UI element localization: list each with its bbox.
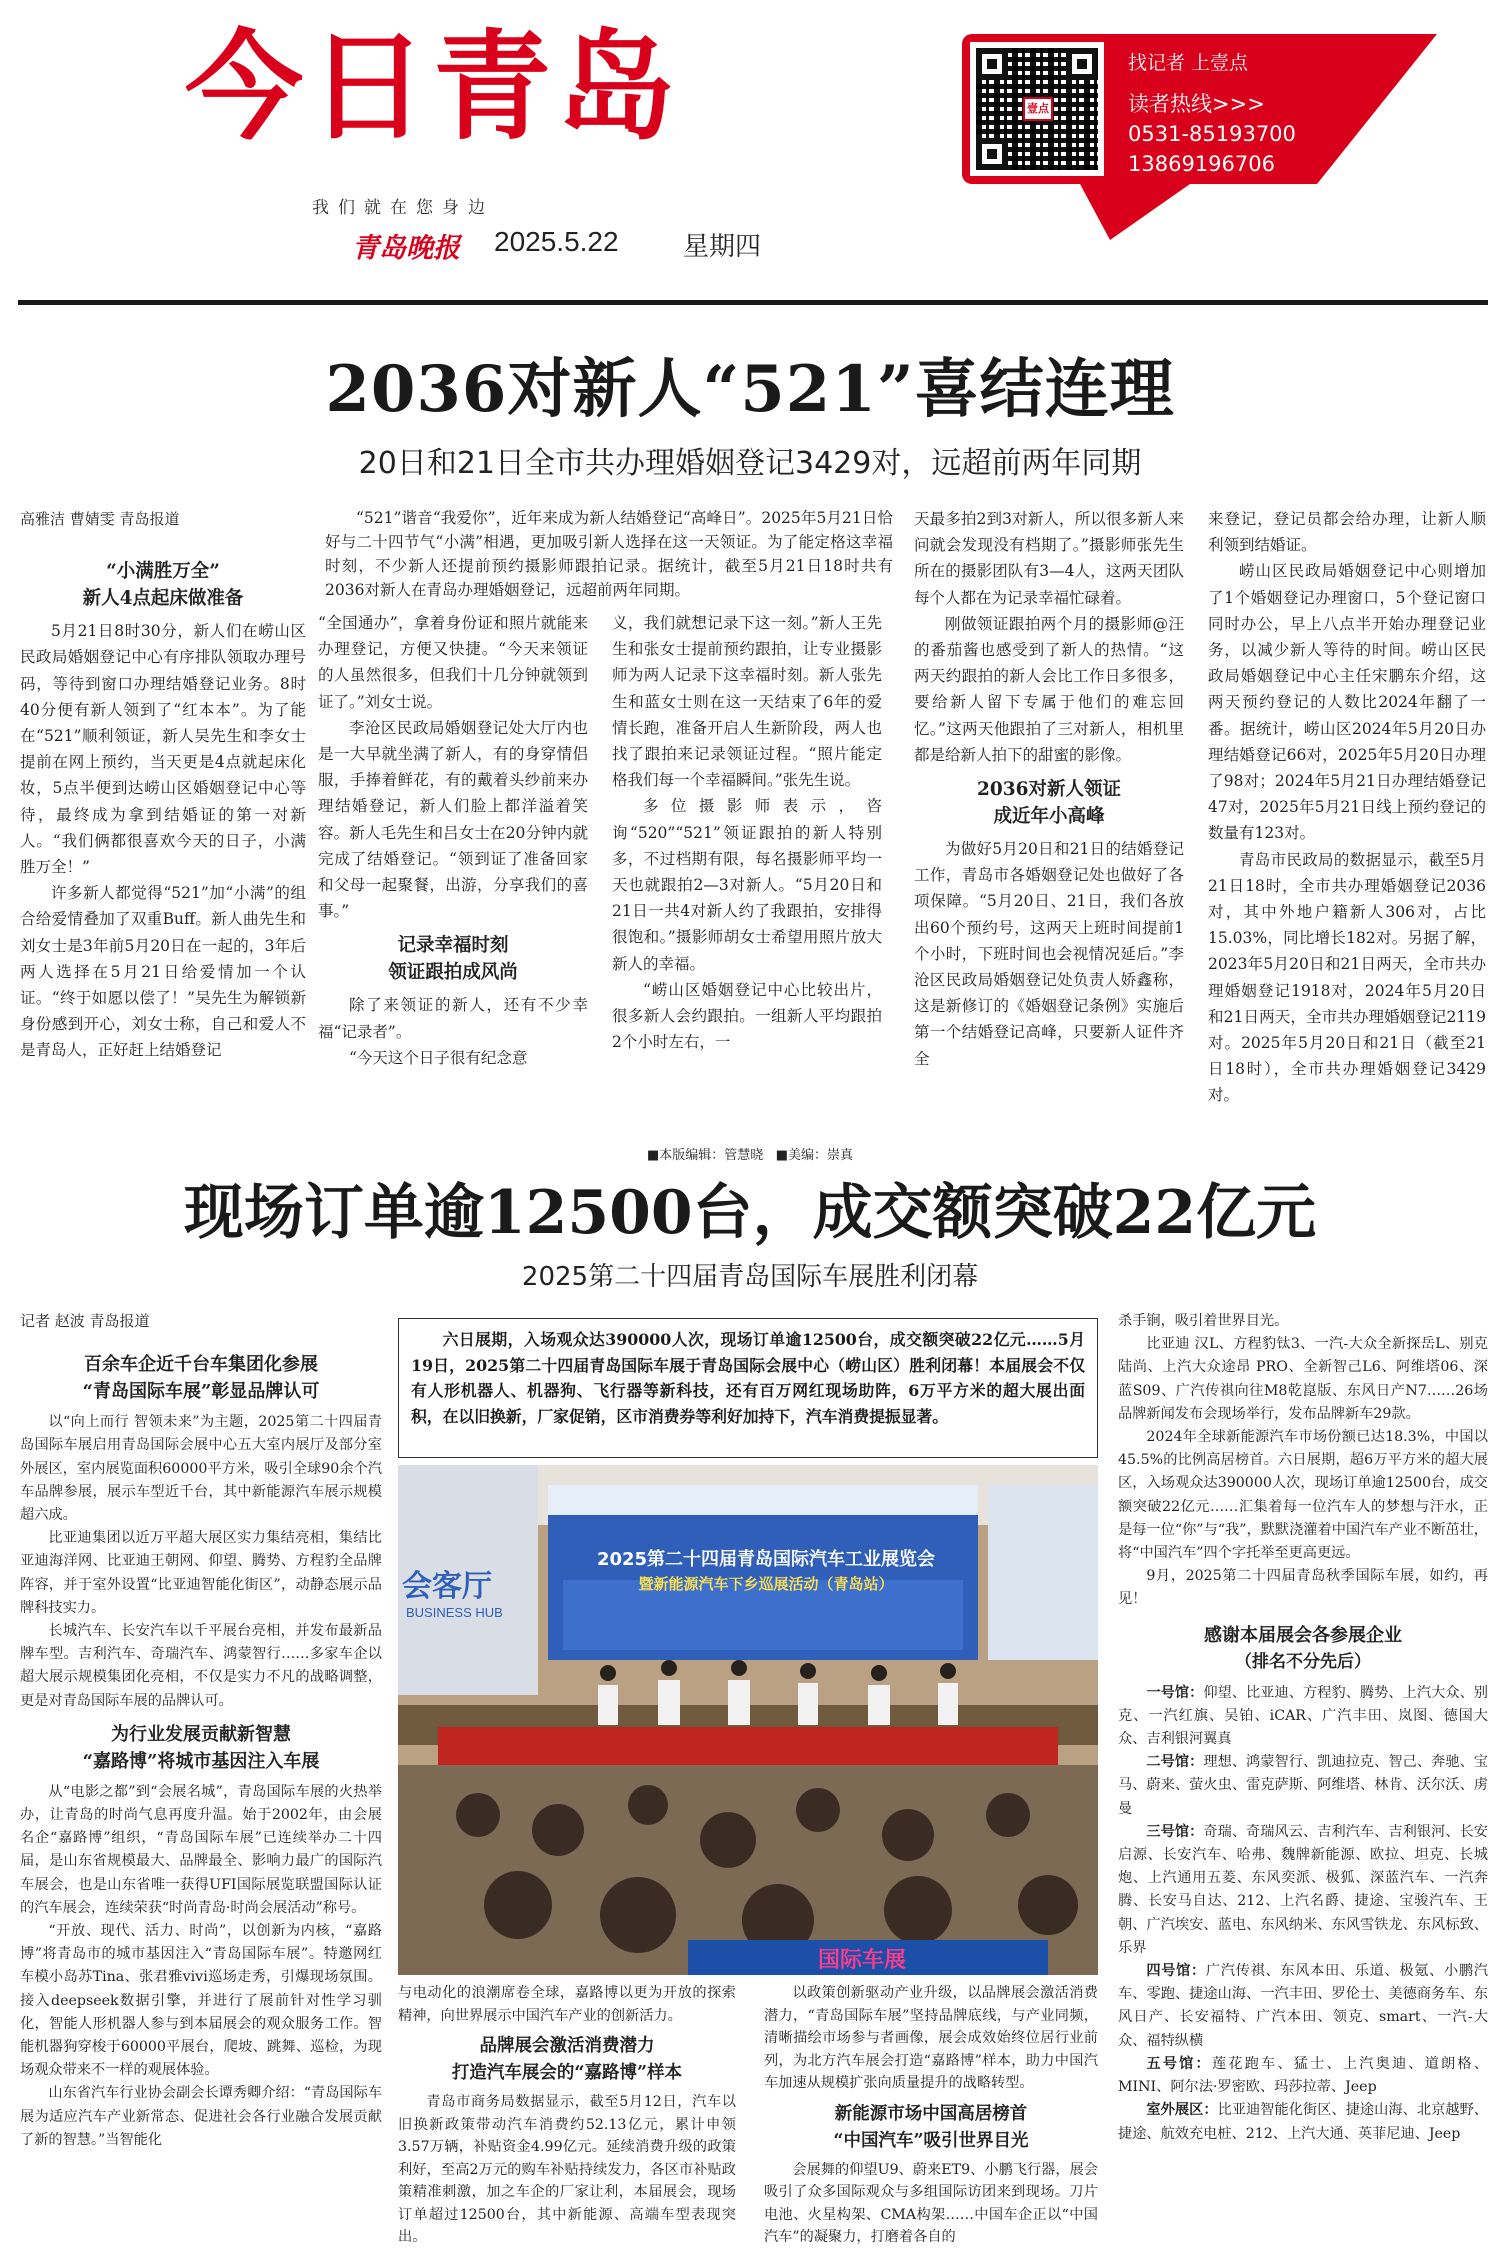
paragraph: 刚做领证跟拍两个月的摄影师@汪的番茄酱也感受到了新人的热情。“这两天约跟拍的新人会比工作日多很多，要给新人留下专属于他们的难忘回忆。”这两天他跟拍了三对新人，相机里都是给新人拍下的甜蜜的影像。 — [914, 614, 1184, 764]
story2-subhead-1: 百余车企近千台车集团化参展 “青岛国际车展”彰显品牌认可 — [82, 1354, 320, 1403]
paragraph: “崂山区婚姻登记中心比较出片，很多新人会约跟拍。一组新人平均跟拍2个小时左右，一 — [612, 980, 882, 1052]
paragraph: “开放、现代、活力、时尚”，以创新为内核，“嘉路博”将青岛市的城市基因注入“青岛国际车展”。特邀网红车模小岛苏Tina、张君雅vivi巡场走秀，引爆现场氛围。接入deepseek数据引擎，并进行了展前针对性学习驯化，智能人形机器人参与到本届展会的观众服务工作。智能机器狗穿梭于60000平展台，爬坡、跳舞、巡检，为现场观众带来不一样的观展体验。 — [20, 1923, 382, 2079]
story1-lead: “521”谐音“我爱你”，近年来成为新人结婚登记“高峰日”。2025年5月21日恰好与二十四节气“小满”相遇，更加吸引新人选择在这一天领证。为了能定格这幸福时刻，不少新人还提前预约摄影师跟拍记录。据统计，截至5月21日18时共有2036对新人在青岛办理婚姻登记，远超前两年同期。 — [325, 509, 893, 599]
auto-show-closing-photo — [398, 1465, 1098, 1975]
story1-column-5 — [1208, 506, 1486, 1109]
thanks-title: 感谢本届展会各参展企业 — [1204, 1624, 1402, 1646]
story2-byline: 记者 赵波 青岛报道 — [20, 1312, 150, 1330]
qr-logo: 壹点 — [1023, 97, 1053, 121]
story1-subhead-1: “小满胜万全” 新人4点起床做准备 — [82, 561, 244, 610]
paragraph: 比亚迪集团以近万平超大展区实力集结亮相，集结比亚迪海洋网、比亚迪王朝网、仰望、腾势、方程豹全品牌阵容，并于室外设置“比亚迪智能化街区”，动静态展示品牌科技实力。 — [20, 1530, 382, 1616]
masthead-title: 今日青岛 — [185, 18, 682, 156]
story1-subhead-2: 记录幸福时刻 领证跟拍成风尚 — [388, 935, 518, 984]
paragraph: 与电动化的浪潮席卷全球，嘉路博以更为开放的探索精神，向世界展示中国汽车产业的创新活力。 — [398, 1985, 736, 2024]
paragraph: 青岛市商务局数据显示，截至5月12日，汽车以旧换新政策带动汽车消费约52.13亿元，累计申领3.57万辆，补贴资金4.99亿元。延续消费升级的政策利好，至高2万元的购车补贴持续发力，各区市补贴政策精准刺激，加之车企的厂家让利，本届展会，现场订单超过12500台，其中新能源、高端车型表现突出。 — [398, 2094, 736, 2245]
issue-weekday: 星期四 — [683, 232, 762, 262]
photo-auto-show-logo: 国际车展 — [818, 1948, 907, 1973]
ceremony-illustration — [398, 1465, 1098, 1975]
story2-subhead-2: 为行业发展贡献新智慧 “嘉路博”将城市基因注入车展 — [82, 1723, 320, 1772]
hotline-phone-1[interactable]: 0531-85193700 — [1128, 122, 1296, 146]
story1-byline: 高雅洁 曹婧雯 青岛报道 — [20, 510, 180, 528]
photo-banner-subtitle: 暨新能源汽车下乡巡展活动（青岛站） — [638, 1575, 894, 1593]
paragraph: 为做好5月20日和21日的结婚登记工作，青岛市各婚姻登记处也做好了各项保障。“5月20日、21日，我们各放出60个预约号，这两天上班时间提前1个小时，下班时间也会视情况延后。”李沧区民政局婚姻登记处负责人娇鑫称，这是新修订的《婚姻登记条例》实施后第一个结婚登记高峰，只要新人证件齐全 — [914, 840, 1184, 1068]
story1-column-4 — [914, 506, 1184, 1072]
hotline-phone-2[interactable]: 13869196706 — [1128, 152, 1275, 176]
story2-headline: 现场订单逾12500台，成交额突破22亿元 — [183, 1178, 1317, 1248]
masthead-slogan: 我们就在您身边 — [312, 198, 494, 218]
photo-hall-sign: 会客厅 — [402, 1569, 492, 1604]
paragraph: 李沧区民政局婚姻登记处大厅内也是一大早就坐满了新人，有的身穿情侣服，手捧着鲜花，有的戴着头纱前来办理结婚登记，新人们脸上都洋溢着笑容。新人毛先生和吕女士在20分钟内就完成了结婚登记。“领到证了准备回家和父母一起聚餐，出游，分享我们的喜事。” — [318, 718, 588, 921]
paragraph: 5月21日8时30分，新人们在崂山区民政局婚姻登记中心有序排队领取办理号码，等待到窗口办理结婚登记业务。8时40分便有新人领到了“红本本”。为了能在“521”顺利领证，新人吴先生和李女士提前在网上预约，当天更是4点就起床化妆，5点半便到达崂山区婚姻登记中心等待，最终成为拿到结婚证的第一对新人。“我们俩都很喜欢今天的日子，小满胜万全！” — [20, 622, 306, 877]
paragraph: 会展舞的仰望U9、蔚来ET9、小鹏飞行器，展会吸引了众多国际观众与多组国际访团来到现场。刀片电池、火星构架、CMA构架……中国车企正以“中国汽车”的凝聚力，打磨着各自的 — [764, 2161, 1098, 2245]
paragraph: 许多新人都觉得“521”加“小满”的组合给爱情叠加了双重Buff。新人曲先生和刘女士是3年前5月20日在一起的，3年后两人选择在5月21日给爱情加一个认证。“终于如愿以偿了！”吴先生为解锁新身份感到开心，刘女士称，自己和爱人不是青岛人，正好赶上结婚登记 — [20, 884, 306, 1060]
story2-subhead-3: 品牌展会激活消费潜力 打造汽车展会的“嘉路博”样本 — [451, 2036, 683, 2083]
find-reporter-text: 找记者 上壹点 — [1128, 52, 1249, 74]
paragraph: 青岛市民政局的数据显示，截至5月21日18时，全市共办理婚姻登记2036对，其中外地户籍新人306对，占比15.03%，同比增长182对。另据了解，2023年5月20日和21日两天，全市共办理婚姻登记1918对，2024年5月20日和21日两天，全市共办理婚姻登记2119对。2025年5月20日和21日（截至21日18时），全市共办理婚姻登记3429对。 — [1208, 850, 1486, 1105]
paragraph: 多位摄影师表示，咨询“520”“521”领证跟拍的新人特别多，不过档期有限，每名摄影师平均一天也就跟拍2—3对新人。“5月20日和21日一共4对新人约了我跟拍，安排得很饱和。”摄影师胡女士希望用照片放大新人的幸福。 — [612, 797, 882, 973]
paragraph: 以“向上而行 智领未来”为主题，2025第二十四届青岛国际车展启用青岛国际会展中心五大室内展厅及部分室外展区，室内展览面积60000平方米，吸引全球90余个汽车品牌参展，展示车型近千台，其中新能源汽车展示规模超六成。 — [20, 1414, 382, 1524]
story2-subhead: 2025第二十四届青岛国际车展胜利闭幕 — [521, 1262, 979, 1292]
paragraph: 以政策创新驱动产业升级，以品牌展会激活消费潜力，“青岛国际车展”坚持品牌底线，与产业同频，清晰描绘市场参与者画像，展会成效始终位居行业前列，为北方汽车展会打造“嘉路博”样本，助力中国汽车加速从规模扩张向质量提升的战略转型。 — [764, 1985, 1098, 2091]
paragraph: 从“电影之都”到“会展名城”，青岛国际车展的火热举办，让青岛的时尚气息再度升温。始于2002年，由会展名企“嘉路博”组织，“青岛国际车展”已连续举办二十四届，是山东省规模最大、品牌最全、影响力最广的国际汽车展会，也是山东省唯一获得UFI国际展览联盟国际认证的汽车展会，连续荣获“时尚青岛·时尚会展活动”称号。 — [20, 1783, 382, 1916]
paragraph: 天最多拍2到3对新人，所以很多新人来问就会发现没有档期了。”摄影师张先生所在的摄影团队有3—4人，这两天团队每个人都在为记录幸福忙碌着。 — [914, 510, 1184, 607]
story2-column-3 — [764, 1982, 1098, 2249]
photo-banner-title: 2025第二十四届青岛国际汽车工业展览会 — [596, 1549, 936, 1570]
paragraph: 除了来领证的新人，还有不少幸福“记录者”。 — [318, 996, 588, 1041]
paragraph: 义，我们就想记录下这一刻。”新人王先生和张女士提前预约跟拍，让专业摄影师为两人记录下这幸福时刻。新人张先生和蓝女士则在这一天结束了6年的爱情长跑，准备开启人生新阶段，两人也找了跟拍来记录领证过程。“照片能定格我们每一个幸福瞬间。”张先生说。 — [612, 614, 882, 790]
sponsor-list: 室外展区：比亚迪智能化街区、捷途山海、北京越野、捷途、航效充电桩、212、上汽大通、英菲尼迪、Jeep — [1118, 2102, 1488, 2142]
story2-subhead-4: 新能源市场中国高居榜首 “中国汽车”吸引世界目光 — [833, 2103, 1029, 2151]
story2-column-2 — [398, 1982, 736, 2249]
story1-subhead-3: 2036对新人领证 成近年小高峰 — [977, 779, 1121, 828]
page-credits: ■本版编辑：管慧晓 ■美编：崇真 — [647, 1148, 853, 1163]
hotline-box-pointer — [1080, 184, 1190, 240]
hotline-label: 读者热线>>> — [1128, 92, 1265, 116]
sponsor-list: 五号馆：莲花跑车、猛士、上汽奥迪、道朗格、MINI、阿尔法·罗密欧、玛莎拉蒂、Jeep — [1118, 2055, 1488, 2096]
thanks-subtitle: （排名不分先后） — [1235, 1651, 1371, 1672]
paragraph: 比亚迪 汉L、方程豹钛3、一汽-大众全新探岳L、别克陆尚、上汽大众途昂 PRO、全新智己L6、阿维塔06、深蓝S09、广汽传祺向往M8乾崑版、东风日产N7……26场品牌新闻发布会现场举行，发布品牌新车29款。 — [1118, 1336, 1488, 1422]
story1-subhead: 20日和21日全市共办理婚姻登记3429对，远超前两年同期 — [358, 446, 1142, 481]
story2-column-4 — [1118, 1310, 1488, 2146]
story1-column-3 — [612, 610, 882, 1055]
qr-code-icon[interactable] — [970, 42, 1104, 176]
paragraph: 2024年全球新能源汽车市场份额已达18.3%，中国以45.5%的比例高居榜首。六日展期，超6万平方米的超大展区，入场观众达390000人次，现场订单逾12500台，成交额突破22亿元……汇集着每一位汽车人的梦想与汗水，正是每一位“你”与“我”，默默浇灌着中国汽车产业不断茁壮，将“中国汽车”四个字托举至更高更远。 — [1118, 1429, 1488, 1562]
paragraph: 长城汽车、长安汽车以千平展台亮相，并发布最新品牌车型。吉利汽车、奇瑞汽车、鸿蒙智行……多家车企以超大展示规模集团化亮相，不仅是实力不凡的战略调整，更是对青岛国际车展的品牌认可。 — [20, 1623, 382, 1709]
paragraph: 崂山区民政局婚姻登记中心则增加了1个婚姻登记办理窗口，5个登记窗口同时办公，早上八点半开始办理登记业务，以减少新人等待的时间。崂山区民政局婚姻登记中心主任宋鹏东介绍，这两天预约登记的人数比2024年翻了一番。据统计，崂山区2024年5月20日办理结婚登记66对，2025年5月20日办理了98对；2024年5月21日办理结婚登记47对，2025年5月21日线上预约登记的数量有123对。 — [1208, 562, 1486, 843]
story1-column-1 — [20, 506, 306, 1064]
sponsor-list: 四号馆：广汽传祺、东风本田、乐道、极氪、小鹏汽车、零跑、捷途山海、一汽丰田、罗伦士、美德商务车、东风日产、长安福特、广汽本田、领克、smart、一汽-大众、福特纵横 — [1118, 1963, 1488, 2049]
sponsor-list: 二号馆：理想、鸿蒙智行、凯迪拉克、智己、奔驰、宝马、蔚来、萤火虫、雷克萨斯、阿维塔、林肯、沃尔沃、虏曼 — [1118, 1754, 1488, 1817]
story2-lead: 六日展期，入场观众达390000人次，现场订单逾12500台，成交额突破22亿元……5月19日，2025第二十四届青岛国际车展于青岛国际会展中心（崂山区）胜利闭幕！本届展会不仅有人形机器人、机器狗、飞行器等新科技，还有百万网红现场助阵，6万平方米的超大展出面积，在以旧换新，厂家促销，区市消费券等利好加持下，汽车消费提振显著。 — [398, 1318, 1098, 1458]
paper-name: 青岛晚报 — [352, 233, 460, 264]
story1-headline: 2036对新人“521”喜结连理 — [325, 352, 1175, 427]
paragraph: “全国通办”，拿着身份证和照片就能来办理登记，方便又快捷。“今天来领证的人虽然很多，但我们十几分钟就领到证了。”刘女士说。 — [318, 614, 588, 711]
story1-column-2 — [318, 610, 588, 1071]
paragraph: 9月，2025第二十四届青岛秋季国际车展，如约，再见！ — [1118, 1568, 1488, 1608]
paragraph: 来登记，登记员都会给办理，让新人顺利领到结婚证。 — [1208, 510, 1486, 555]
hotline-box-tail — [1317, 34, 1437, 184]
paragraph: 山东省汽车行业协会副会长谭秀卿介绍：“青岛国际车展为适应汽车产业新常态、促进社会各行业融合发展贡献了新的智慧。”当智能化 — [20, 2085, 382, 2148]
sponsor-list: 三号馆：奇瑞、奇瑞风云、吉利汽车、吉利银河、长安启源、长安汽车、哈弗、魏牌新能源、欧拉、坦克、长城炮、上汽通用五菱、东风奕派、极狐、深蓝汽车、一汽奔腾、长安马自达、212、上汽名爵、捷途、宝骏汽车、王朝、广汽埃安、蓝电、东风纳米、东风雪铁龙、东风标致、乐界 — [1118, 1823, 1488, 1956]
issue-date: 2025.5.22 — [494, 226, 619, 257]
story2-column-1 — [20, 1310, 382, 2152]
photo-hub-sign: BUSINESS HUB — [406, 1605, 503, 1620]
masthead-divider — [18, 300, 1488, 305]
paragraph: 杀手锏，吸引着世界目光。 — [1118, 1313, 1289, 1329]
paragraph: “今天这个日子很有纪念意 — [349, 1048, 528, 1067]
sponsor-list: 一号馆：仰望、比亚迪、方程豹、腾势、上汽大众、别克、一汽红旗、吴铂、iCAR、广汽丰田、岚图、德国大众、吉利银河翼真 — [1118, 1684, 1488, 1748]
